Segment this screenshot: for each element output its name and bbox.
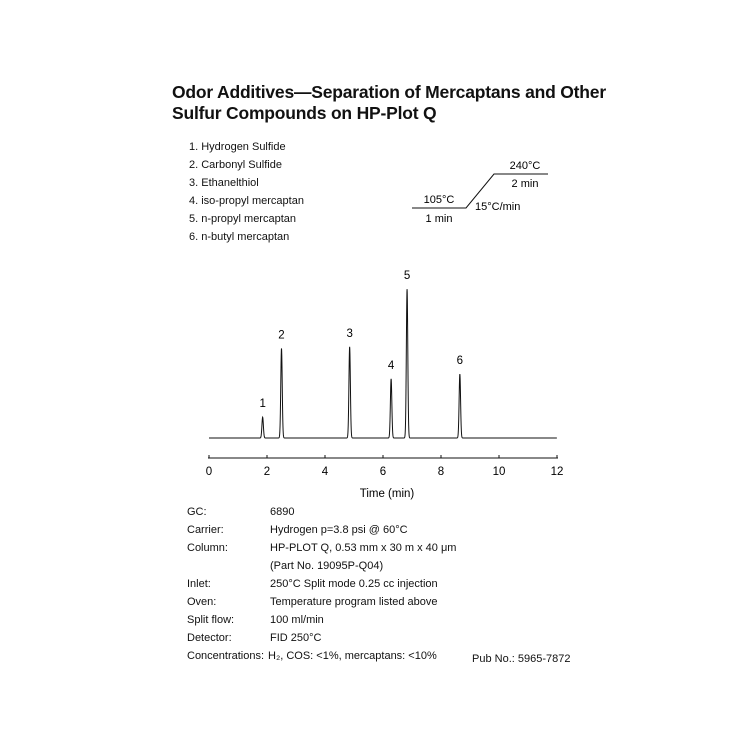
initial-temp-label: 105°C — [423, 194, 455, 206]
chromatogram-trace — [209, 289, 557, 438]
x-tick-label: 8 — [437, 466, 445, 478]
condition-value: H₂, COS: <1%, mercaptans: <10% — [268, 650, 437, 662]
condition-key: Concentrations: — [187, 650, 265, 662]
condition-key: GC: — [187, 506, 207, 518]
compound-item: 5. n-propyl mercaptan — [189, 212, 296, 225]
condition-value: 6890 — [270, 506, 295, 518]
compound-item: 2. Carbonyl Sulfide — [189, 158, 282, 171]
condition-key: Carrier: — [187, 524, 224, 536]
peak-label-4: 4 — [387, 359, 395, 372]
peak-label-3: 3 — [346, 327, 353, 340]
condition-key: Split flow: — [187, 614, 235, 626]
x-tick-label: 12 — [550, 466, 564, 478]
condition-key: Inlet: — [187, 578, 211, 590]
peak-label-6: 6 — [456, 355, 464, 367]
condition-value: FID 250°C — [270, 632, 322, 644]
condition-value: 100 ml/min — [270, 614, 324, 626]
publication-number: Pub No.: 5965-7872 — [472, 653, 571, 665]
peak-label-2: 2 — [278, 329, 285, 342]
condition-value: 250°C Split mode 0.25 cc injection — [270, 578, 438, 590]
title-line-2: Sulfur Compounds on HP-Plot Q — [172, 103, 437, 123]
x-tick-label: 6 — [379, 466, 387, 478]
title-line-1: Odor Additives—Separation of Mercaptans and Other — [172, 82, 606, 102]
x-tick-label: 2 — [263, 466, 271, 478]
condition-key: Detector: — [187, 632, 232, 644]
initial-hold-label: 1 min — [425, 213, 453, 225]
peak-labels — [259, 270, 463, 410]
compound-item: 6. n-butyl mercaptan — [189, 230, 290, 243]
x-tick-label: 0 — [205, 466, 213, 478]
final-hold-label: 2 min — [511, 178, 539, 190]
x-tick-label: 4 — [321, 466, 329, 478]
peak-label-5: 5 — [403, 270, 411, 283]
condition-key: Oven: — [187, 596, 217, 608]
x-tick-label: 10 — [492, 466, 506, 478]
ramp-label: 15°C/min — [475, 201, 521, 213]
compound-item: 1. Hydrogen Sulfide — [189, 141, 286, 153]
condition-value: Hydrogen p=3.8 psi @ 60°C — [270, 524, 408, 536]
peak-label-1: 1 — [259, 398, 266, 411]
condition-value: HP-PLOT Q, 0.53 mm x 30 m x 40 μm — [270, 542, 457, 554]
final-temp-label: 240°C — [509, 160, 541, 172]
condition-value: (Part No. 19095P-Q04) — [270, 560, 384, 572]
x-axis-label: Time (min) — [359, 488, 415, 500]
compound-item: 3. Ethanelthiol — [189, 176, 259, 189]
condition-key: Column: — [187, 542, 228, 554]
condition-value: Temperature program listed above — [270, 596, 438, 608]
compound-item: 4. iso-propyl mercaptan — [189, 194, 304, 207]
